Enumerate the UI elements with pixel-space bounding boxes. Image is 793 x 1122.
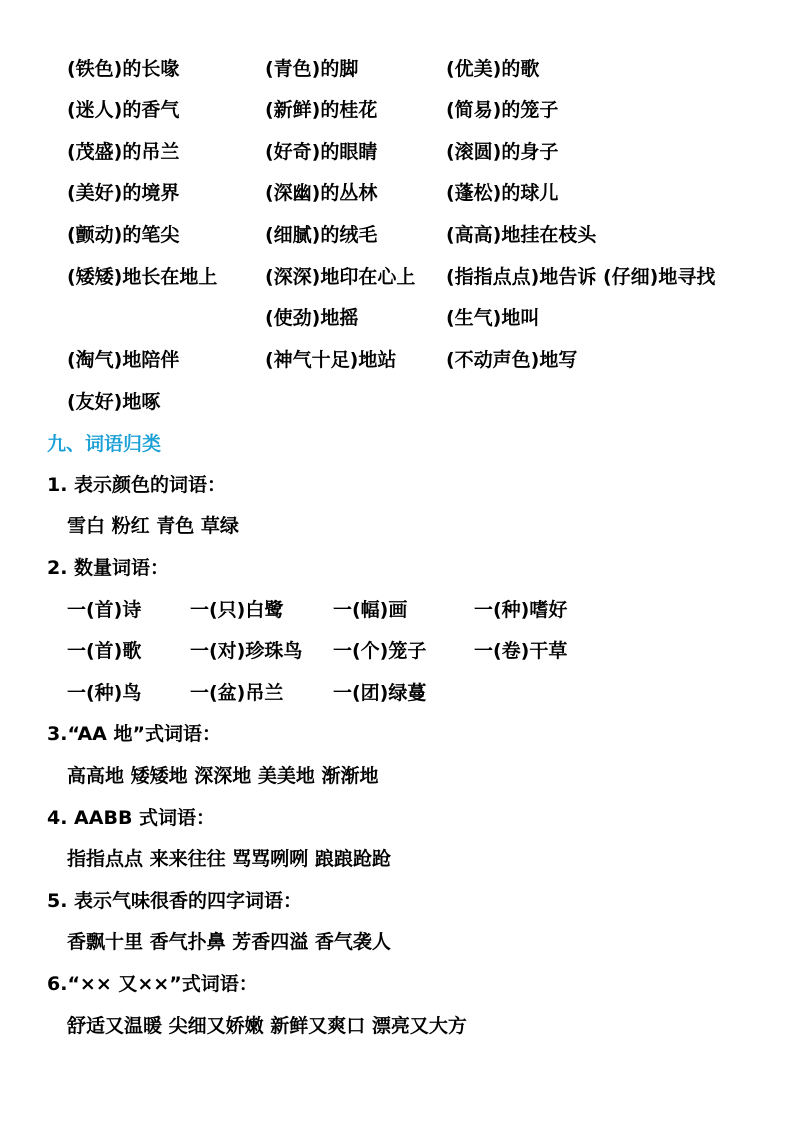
phrase: (茂盛)的吊兰 (67, 141, 180, 163)
phrase: (迷人)的香气 (67, 99, 180, 121)
phrase: (不动声色)地写 (446, 349, 578, 371)
phrase: (细腻)的绒毛 (265, 224, 378, 246)
subsection-title-5: 5. 表示气味很香的四字词语： (47, 890, 303, 912)
phrase: (深深)地印在心上 (265, 266, 416, 288)
phrase: (简易)的笼子 (446, 99, 559, 121)
quantity-word: 一(卷)干草 (474, 640, 568, 662)
phrase: (淘气)地陪伴 (67, 349, 180, 371)
phrase: (神气十足)地站 (265, 349, 397, 371)
subsection-title-2: 2. 数量词语： (47, 557, 170, 579)
quantity-word: 一(团)绿蔓 (333, 682, 427, 704)
section-heading: 九、词语归类 (47, 433, 162, 455)
phrase: (高高)地挂在枝头 (446, 224, 597, 246)
phrase: (矮矮)地长在地上 (67, 266, 218, 288)
phrase: (蓬松)的球儿 (446, 182, 559, 204)
phrase: (美好)的境界 (67, 182, 180, 204)
subsection-content-3: 高高地 矮矮地 深深地 美美地 渐渐地 (67, 765, 379, 787)
phrase: (铁色)的长喙 (67, 58, 180, 80)
quantity-word: 一(种)鸟 (67, 682, 142, 704)
subsection-title-6: 6.“×× 又××”式词语： (47, 973, 258, 995)
phrase: (青色)的脚 (265, 58, 359, 80)
quantity-word: 一(只)白鹭 (190, 599, 284, 621)
subsection-content-6: 舒适又温暖 尖细又娇嫩 新鲜又爽口 漂亮又大方 (67, 1015, 467, 1037)
phrase: (颤动)的笔尖 (67, 224, 180, 246)
quantity-word: 一(盆)吊兰 (190, 682, 284, 704)
phrase: (友好)地啄 (67, 391, 161, 413)
subsection-content-1: 雪白 粉红 青色 草绿 (67, 515, 239, 537)
phrase: (使劲)地摇 (265, 307, 359, 329)
quantity-word: 一(对)珍珠鸟 (190, 640, 303, 662)
phrase: (生气)地叫 (446, 307, 540, 329)
subsection-content-4: 指指点点 来来往往 骂骂咧咧 踉踉跄跄 (67, 848, 391, 870)
phrase: (好奇)的眼睛 (265, 141, 378, 163)
subsection-content-5: 香飘十里 香气扑鼻 芳香四溢 香气袭人 (67, 931, 391, 953)
phrase: (新鲜)的桂花 (265, 99, 378, 121)
phrase: (滚圆)的身子 (446, 141, 559, 163)
quantity-word: 一(首)诗 (67, 599, 142, 621)
quantity-word: 一(首)歌 (67, 640, 142, 662)
quantity-word: 一(个)笼子 (333, 640, 427, 662)
phrase: (优美)的歌 (446, 58, 540, 80)
subsection-title-4: 4. AABB 式词语： (47, 807, 216, 829)
phrase: (指指点点)地告诉 (仔细)地寻找 (446, 266, 716, 288)
phrase: (深幽)的丛林 (265, 182, 378, 204)
subsection-title-3: 3.“AA 地”式词语： (47, 723, 221, 745)
quantity-word: 一(幅)画 (333, 599, 408, 621)
subsection-title-1: 1. 表示颜色的词语： (47, 474, 227, 496)
quantity-word: 一(种)嗜好 (474, 599, 568, 621)
